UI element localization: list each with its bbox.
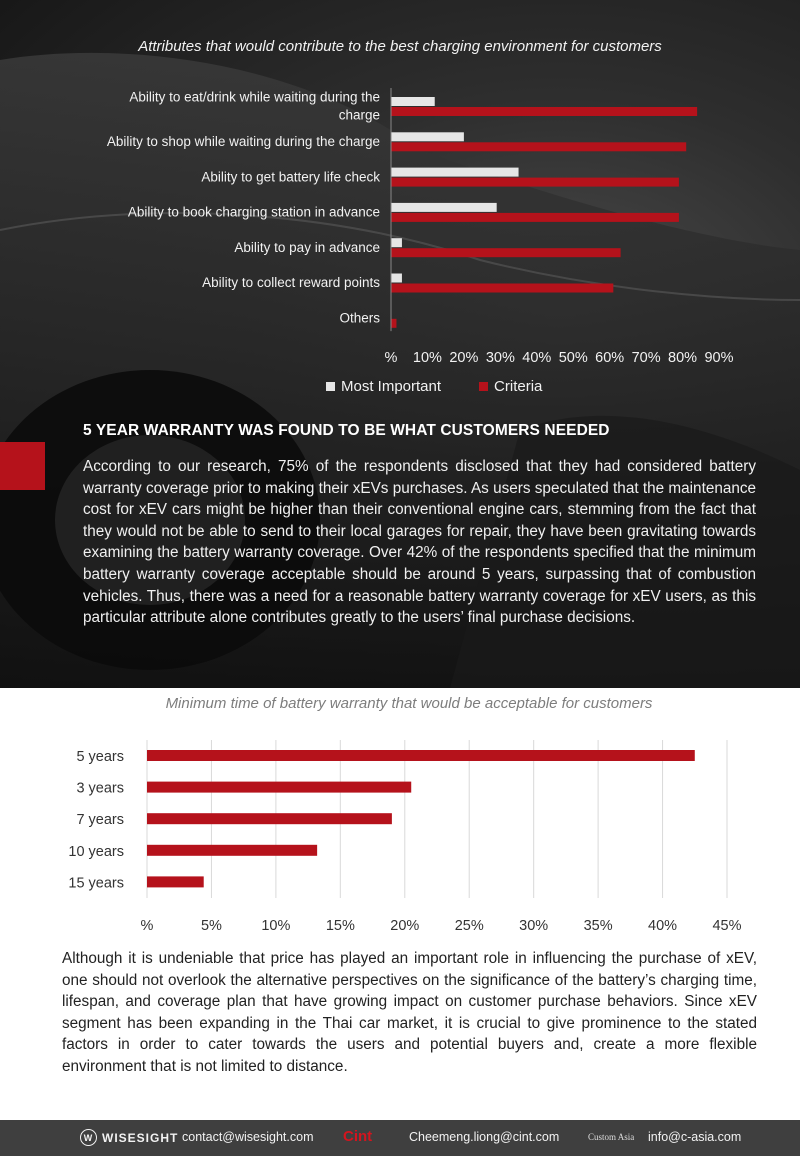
- chart2-category-label: 3 years: [76, 780, 124, 797]
- cint-logo: Cint: [343, 1128, 373, 1145]
- chart2-category-label: 5 years: [76, 749, 124, 765]
- chart2-tick-label: 15%: [325, 918, 355, 934]
- legend-label-criteria: Criteria: [494, 378, 543, 395]
- chart1-bar: [391, 319, 396, 328]
- chart1-tick-label: 70%: [631, 350, 661, 366]
- chart2-tick-label: 20%: [390, 918, 420, 934]
- chart1-tick-label: 10%: [412, 350, 442, 366]
- chart2-category-label: 15 years: [68, 875, 124, 892]
- chart1-category-label: Ability to shop while waiting during the charge: [106, 133, 380, 149]
- chart1-bar: [391, 274, 402, 283]
- chart1-bar: [391, 97, 435, 106]
- chart2-tick-label: 30%: [519, 918, 549, 934]
- chart2-bar: [147, 750, 695, 761]
- legend-swatch-most-important: [326, 382, 335, 391]
- chart2-tick-label: 10%: [261, 918, 291, 934]
- chart1-category-label: Ability to collect reward points: [202, 275, 380, 291]
- chart1-tick-label: %: [384, 350, 398, 366]
- chart1-tick-label: 40%: [522, 350, 552, 366]
- chart1-bar: [391, 107, 697, 116]
- chart1-bar: [391, 142, 686, 151]
- chart2-tick-label: 45%: [712, 918, 742, 934]
- chart1-bar: [391, 203, 497, 212]
- chart1-tick-label: 60%: [595, 350, 625, 366]
- legend-label-most-important: Most Important: [341, 378, 442, 395]
- chart2-category-label: 10 years: [68, 843, 124, 860]
- chart1-title: Attributes that would contribute to the best charging environment for customers: [138, 38, 662, 55]
- chart1-bar: [391, 284, 613, 293]
- wisesight-logo-icon: W: [80, 1129, 97, 1146]
- legend-item-most-important: [326, 378, 441, 395]
- chart2-warranty-time: [0, 715, 800, 955]
- chart2-title: Minimum time of battery warranty that would be acceptable for customers: [165, 695, 653, 712]
- chart1-tick-label: 30%: [485, 350, 515, 366]
- chart1-tick-label: 20%: [449, 350, 479, 366]
- chart1-category-label: Others: [339, 310, 380, 326]
- chart2-bar: [147, 782, 411, 793]
- chart2-bar: [147, 845, 317, 856]
- closing-paragraph: Although it is undeniable that price has played an important role in influencing the purchase of xEV, one should not overlook the alternative perspectives on the significance of the battery’s charging time, lifespan, and coverage plan that have growing impact on customer purchase behaviors. Since xEV segment has been expanding in the Thai car market, it is crucial to give prominence to the stated factors in order to cater towards the users and potential buyers and, create a more flexible environment that is not limited to distance.: [62, 950, 757, 1075]
- chart1-bar: [391, 248, 621, 257]
- chart2-bar: [147, 876, 204, 887]
- chart1-category-label: Ability to pay in advance: [234, 239, 380, 255]
- chart2-tick-label: %: [140, 918, 154, 934]
- chart1-tick-label: 50%: [558, 350, 588, 366]
- cint-email[interactable]: Cheemeng.liong@cint.com: [409, 1130, 560, 1144]
- chart1-bar: [391, 168, 519, 177]
- chart1-category-label: Ability to eat/drink while waiting during the: [129, 89, 380, 105]
- chart1-bar: [391, 178, 679, 187]
- chart2-bar: [147, 813, 392, 824]
- chart1-category-label: Ability to book charging station in advance: [127, 204, 380, 220]
- custom-asia-email[interactable]: info@c-asia.com: [648, 1130, 742, 1144]
- legend-swatch-criteria: [479, 382, 488, 391]
- section-body: According to our research, 75% of the respondents disclosed that they had considered battery warranty coverage prior to making their xEVs purchases. As users speculated that the maintenance cost for xEV cars might be higher than their conventional engine cars, stemming from the fact that they would not be able to send to their local garages for repair, they have been gravitating towards examining the battery warranty coverage. Over 42% of the respondents specified that the minimum battery warranty coverage acceptable should be around 5 years, surpassing that of combustion vehicles. Thus, there was a need for a reasonable battery warranty coverage for xEV users, as this particular attribute alone contributes greatly to the users’ final purchase decisions.: [83, 458, 756, 627]
- red-accent-block: [0, 442, 45, 490]
- chart2-category-label: 7 years: [76, 812, 124, 829]
- footer-bar: [0, 1120, 800, 1156]
- chart1-category-label: Ability to get battery life check: [201, 169, 380, 185]
- chart1-category-label: charge: [338, 107, 380, 123]
- chart2-tick-label: 5%: [200, 918, 222, 934]
- section-heading: 5 YEAR WARRANTY WAS FOUND TO BE WHAT CUSTOMERS NEEDED: [83, 422, 610, 439]
- wisesight-email[interactable]: contact@wisesight.com: [182, 1130, 314, 1144]
- chart1-bar: [391, 238, 402, 247]
- chart1-bar: [391, 132, 464, 141]
- chart2-tick-label: 25%: [454, 918, 484, 934]
- legend-item-criteria: [479, 378, 542, 395]
- wisesight-logo: [80, 1129, 178, 1146]
- chart1-tick-label: 90%: [704, 350, 734, 366]
- wisesight-logo-text: WISESIGHT: [102, 1130, 179, 1145]
- chart2-tick-label: 35%: [583, 918, 613, 934]
- chart2-tick-label: 40%: [648, 918, 678, 934]
- chart1-bar: [391, 213, 679, 222]
- chart1-tick-label: 80%: [668, 350, 698, 366]
- custom-asia-logo: Custom Asia: [588, 1132, 635, 1142]
- chart1-legend: [326, 378, 542, 395]
